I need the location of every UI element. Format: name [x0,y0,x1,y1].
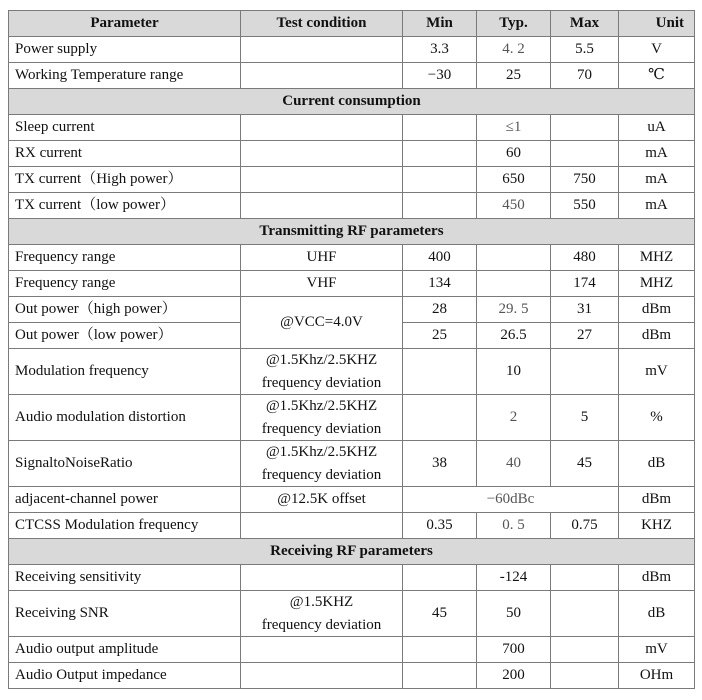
condition-cell [241,115,403,141]
max-cell: 550 [551,193,619,219]
typ-cell: 700 [477,637,551,663]
max-cell: 5 [551,395,619,441]
section-row [9,219,695,245]
max-cell: 0.75 [551,513,619,539]
param-cell: Working Temperature range [9,63,241,89]
typ-cell: 10 [477,349,551,395]
condition-cell [241,513,403,539]
min-cell: 400 [403,245,477,271]
condition-cell [241,141,403,167]
max-cell: 5.5 [551,37,619,63]
condition-line-1: @1.5Khz/2.5KHZ [265,444,378,460]
typ-cell: 2 [477,395,551,441]
condition-cell [241,395,403,441]
condition-cell [241,63,403,89]
unit-cell: uA [619,115,695,141]
table-row [9,441,695,487]
condition-line-1: @1.5Khz/2.5KHZ [265,398,378,414]
typ-cell: 4. 2 [477,37,551,63]
min-cell [403,115,477,141]
section-title-current: Current consumption [9,89,695,115]
unit-cell: dBm [619,297,695,323]
max-cell: 45 [551,441,619,487]
condition-cell [241,637,403,663]
unit-cell: MHZ [619,245,695,271]
condition-cell: VHF [241,271,403,297]
unit-cell: dB [619,591,695,637]
unit-cell: mA [619,193,695,219]
section-row [9,89,695,115]
table-row [9,193,695,219]
param-cell: Audio output amplitude [9,637,241,663]
min-cell: 25 [403,323,477,349]
condition-line-2: frequency deviation [261,374,382,391]
typ-cell: 0. 5 [477,513,551,539]
max-cell [551,663,619,689]
unit-cell: mV [619,349,695,395]
param-cell: Receiving sensitivity [9,565,241,591]
condition-cell [241,37,403,63]
table-row [9,63,695,89]
param-cell: Frequency range [9,271,241,297]
min-cell [403,663,477,689]
unit-cell: % [619,395,695,441]
typ-cell: 25 [477,63,551,89]
min-cell: 45 [403,591,477,637]
typ-cell: 50 [477,591,551,637]
condition-line-2: frequency deviation [261,616,382,633]
condition-cell: @VCC=4.0V [241,297,403,349]
min-cell: −30 [403,63,477,89]
min-cell: 28 [403,297,477,323]
table-row [9,565,695,591]
typ-cell: 200 [477,663,551,689]
unit-cell: V [619,37,695,63]
param-cell: TX current（High power） [9,167,241,193]
typ-cell: ≤1 [477,115,551,141]
unit-cell: MHZ [619,271,695,297]
header-max: Max [551,11,619,37]
min-cell: 134 [403,271,477,297]
table-row [9,245,695,271]
unit-cell: mV [619,637,695,663]
param-cell: adjacent-channel power [9,487,241,513]
param-cell: Receiving SNR [9,591,241,637]
typ-cell: 40 [477,441,551,487]
min-cell [403,193,477,219]
table-row [9,115,695,141]
min-cell [403,395,477,441]
table-row [9,591,695,637]
condition-cell [241,565,403,591]
table-row [9,487,695,513]
condition-cell [241,591,403,637]
max-cell [551,141,619,167]
param-cell: Audio Output impedance [9,663,241,689]
condition-cell [241,441,403,487]
unit-cell: dB [619,441,695,487]
table-row [9,271,695,297]
min-cell: 0.35 [403,513,477,539]
param-cell: Modulation frequency [9,349,241,395]
max-cell: 27 [551,323,619,349]
min-cell [403,349,477,395]
param-cell: Out power（low power） [9,323,241,349]
table-row [9,513,695,539]
max-cell: 750 [551,167,619,193]
header-row [9,11,695,37]
max-cell [551,591,619,637]
param-cell: RX current [9,141,241,167]
param-cell: Power supply [9,37,241,63]
condition-line-2: frequency deviation [261,466,382,483]
min-cell [403,637,477,663]
typ-cell: 26.5 [477,323,551,349]
max-cell: 70 [551,63,619,89]
table-row [9,141,695,167]
min-cell: 38 [403,441,477,487]
condition-line-1: @1.5Khz/2.5KHZ [265,352,378,368]
section-title-transmitting: Transmitting RF parameters [9,219,695,245]
param-cell: TX current（low power） [9,193,241,219]
table-row [9,349,695,395]
max-cell [551,115,619,141]
header-test-condition: Test condition [241,11,403,37]
max-cell: 174 [551,271,619,297]
header-parameter: Parameter [9,11,241,37]
param-cell: CTCSS Modulation frequency [9,513,241,539]
header-min: Min [403,11,477,37]
table-row [9,395,695,441]
unit-cell: mA [619,167,695,193]
typ-cell [477,245,551,271]
max-cell [551,565,619,591]
table-row [9,663,695,689]
condition-line-1: @1.5KHZ [289,594,354,610]
section-title-receiving: Receiving RF parameters [9,539,695,565]
max-cell: 31 [551,297,619,323]
condition-cell [241,663,403,689]
unit-cell: dBm [619,323,695,349]
typ-cell: 450 [477,193,551,219]
condition-cell [241,167,403,193]
condition-cell [241,193,403,219]
min-cell: 3.3 [403,37,477,63]
param-cell: Out power（high power） [9,297,241,323]
unit-cell: mA [619,141,695,167]
table-row [9,167,695,193]
min-cell [403,141,477,167]
unit-cell: dBm [619,565,695,591]
unit-cell: OHm [619,663,695,689]
header-typ: Typ. [477,11,551,37]
min-cell [403,167,477,193]
param-cell: Frequency range [9,245,241,271]
table-row [9,37,695,63]
header-unit: Unit [619,11,695,37]
max-cell [551,349,619,395]
typ-cell [477,271,551,297]
typ-cell: 60 [477,141,551,167]
condition-cell: UHF [241,245,403,271]
param-cell: Audio modulation distortion [9,395,241,441]
min-cell [403,565,477,591]
condition-cell [241,349,403,395]
typ-cell: 29. 5 [477,297,551,323]
condition-line-2: frequency deviation [261,420,382,437]
unit-cell: ℃ [619,63,695,89]
max-cell [551,637,619,663]
condition-cell: @12.5K offset [241,487,403,513]
table-row [9,297,695,323]
param-cell: SignaltoNoiseRatio [9,441,241,487]
unit-cell: dBm [619,487,695,513]
typ-cell: −60dBc [403,487,619,513]
typ-cell: -124 [477,565,551,591]
table-row [9,637,695,663]
typ-cell: 650 [477,167,551,193]
param-cell: Sleep current [9,115,241,141]
spec-table [8,10,695,689]
section-row [9,539,695,565]
max-cell: 480 [551,245,619,271]
unit-cell: KHZ [619,513,695,539]
